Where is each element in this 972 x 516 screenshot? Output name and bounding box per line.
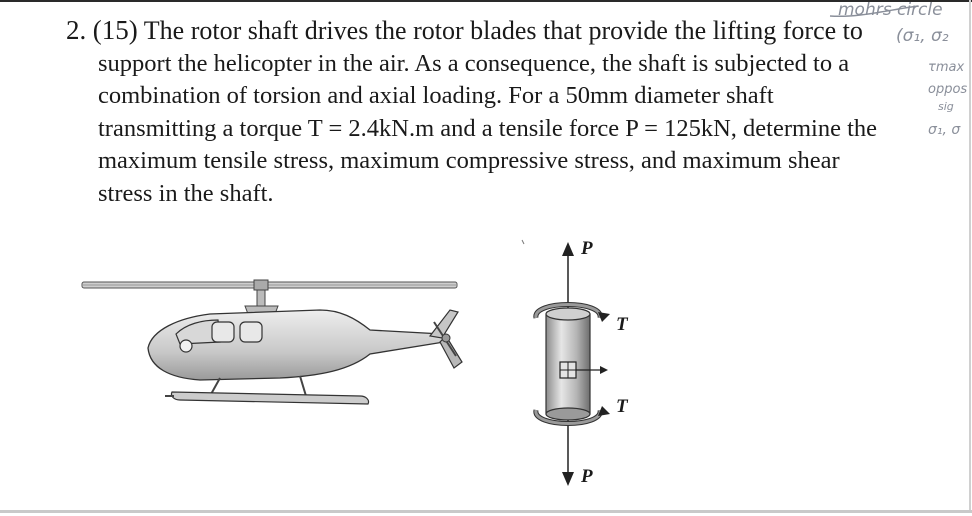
handwritten-note-4: oppos bbox=[928, 82, 968, 97]
handwritten-note-2: (σ₁, σ₂ bbox=[896, 26, 949, 46]
label-p-top: P bbox=[581, 238, 593, 259]
problem-text: The rotor shaft drives the rotor blades that provide the lifting force to bbox=[143, 16, 863, 45]
problem-figure bbox=[70, 230, 650, 505]
handwritten-note-6: σ₁, σ bbox=[928, 122, 961, 138]
problem-line-2: support the helicopter in the air. As a consequence, the shaft is subjected to a bbox=[98, 49, 850, 77]
label-t-bottom: T bbox=[616, 396, 628, 417]
problem-line-6: stress in the shaft. bbox=[98, 179, 274, 207]
handwritten-margin-notes bbox=[828, 0, 972, 160]
bottom-rule bbox=[0, 510, 972, 513]
problem-number: 2. bbox=[66, 15, 87, 45]
figure-drawing bbox=[70, 230, 650, 505]
top-rule bbox=[0, 0, 972, 2]
handwritten-note-1: mohrs circle bbox=[838, 0, 943, 20]
label-t-top: T bbox=[616, 314, 628, 335]
shaft-diagram bbox=[522, 240, 610, 486]
problem-line-4: transmitting a torque T = 2.4kN.m and a tensile force P = 125kN, determine the bbox=[98, 114, 878, 142]
problem-line-5: maximum tensile stress, maximum compressive stress, and maximum shear bbox=[98, 147, 840, 174]
handwritten-note-5: sig bbox=[938, 100, 954, 113]
handwritten-note-3: τmax bbox=[928, 60, 965, 75]
problem-points: (15) bbox=[92, 15, 138, 45]
problem-statement bbox=[66, 14, 906, 210]
problem-line-3: combination of torsion and axial loading. For a 50mm diameter shaft bbox=[98, 82, 774, 109]
helicopter-illustration bbox=[82, 280, 462, 404]
problem-line-1 bbox=[66, 14, 906, 48]
label-p-bottom: P bbox=[581, 466, 593, 487]
